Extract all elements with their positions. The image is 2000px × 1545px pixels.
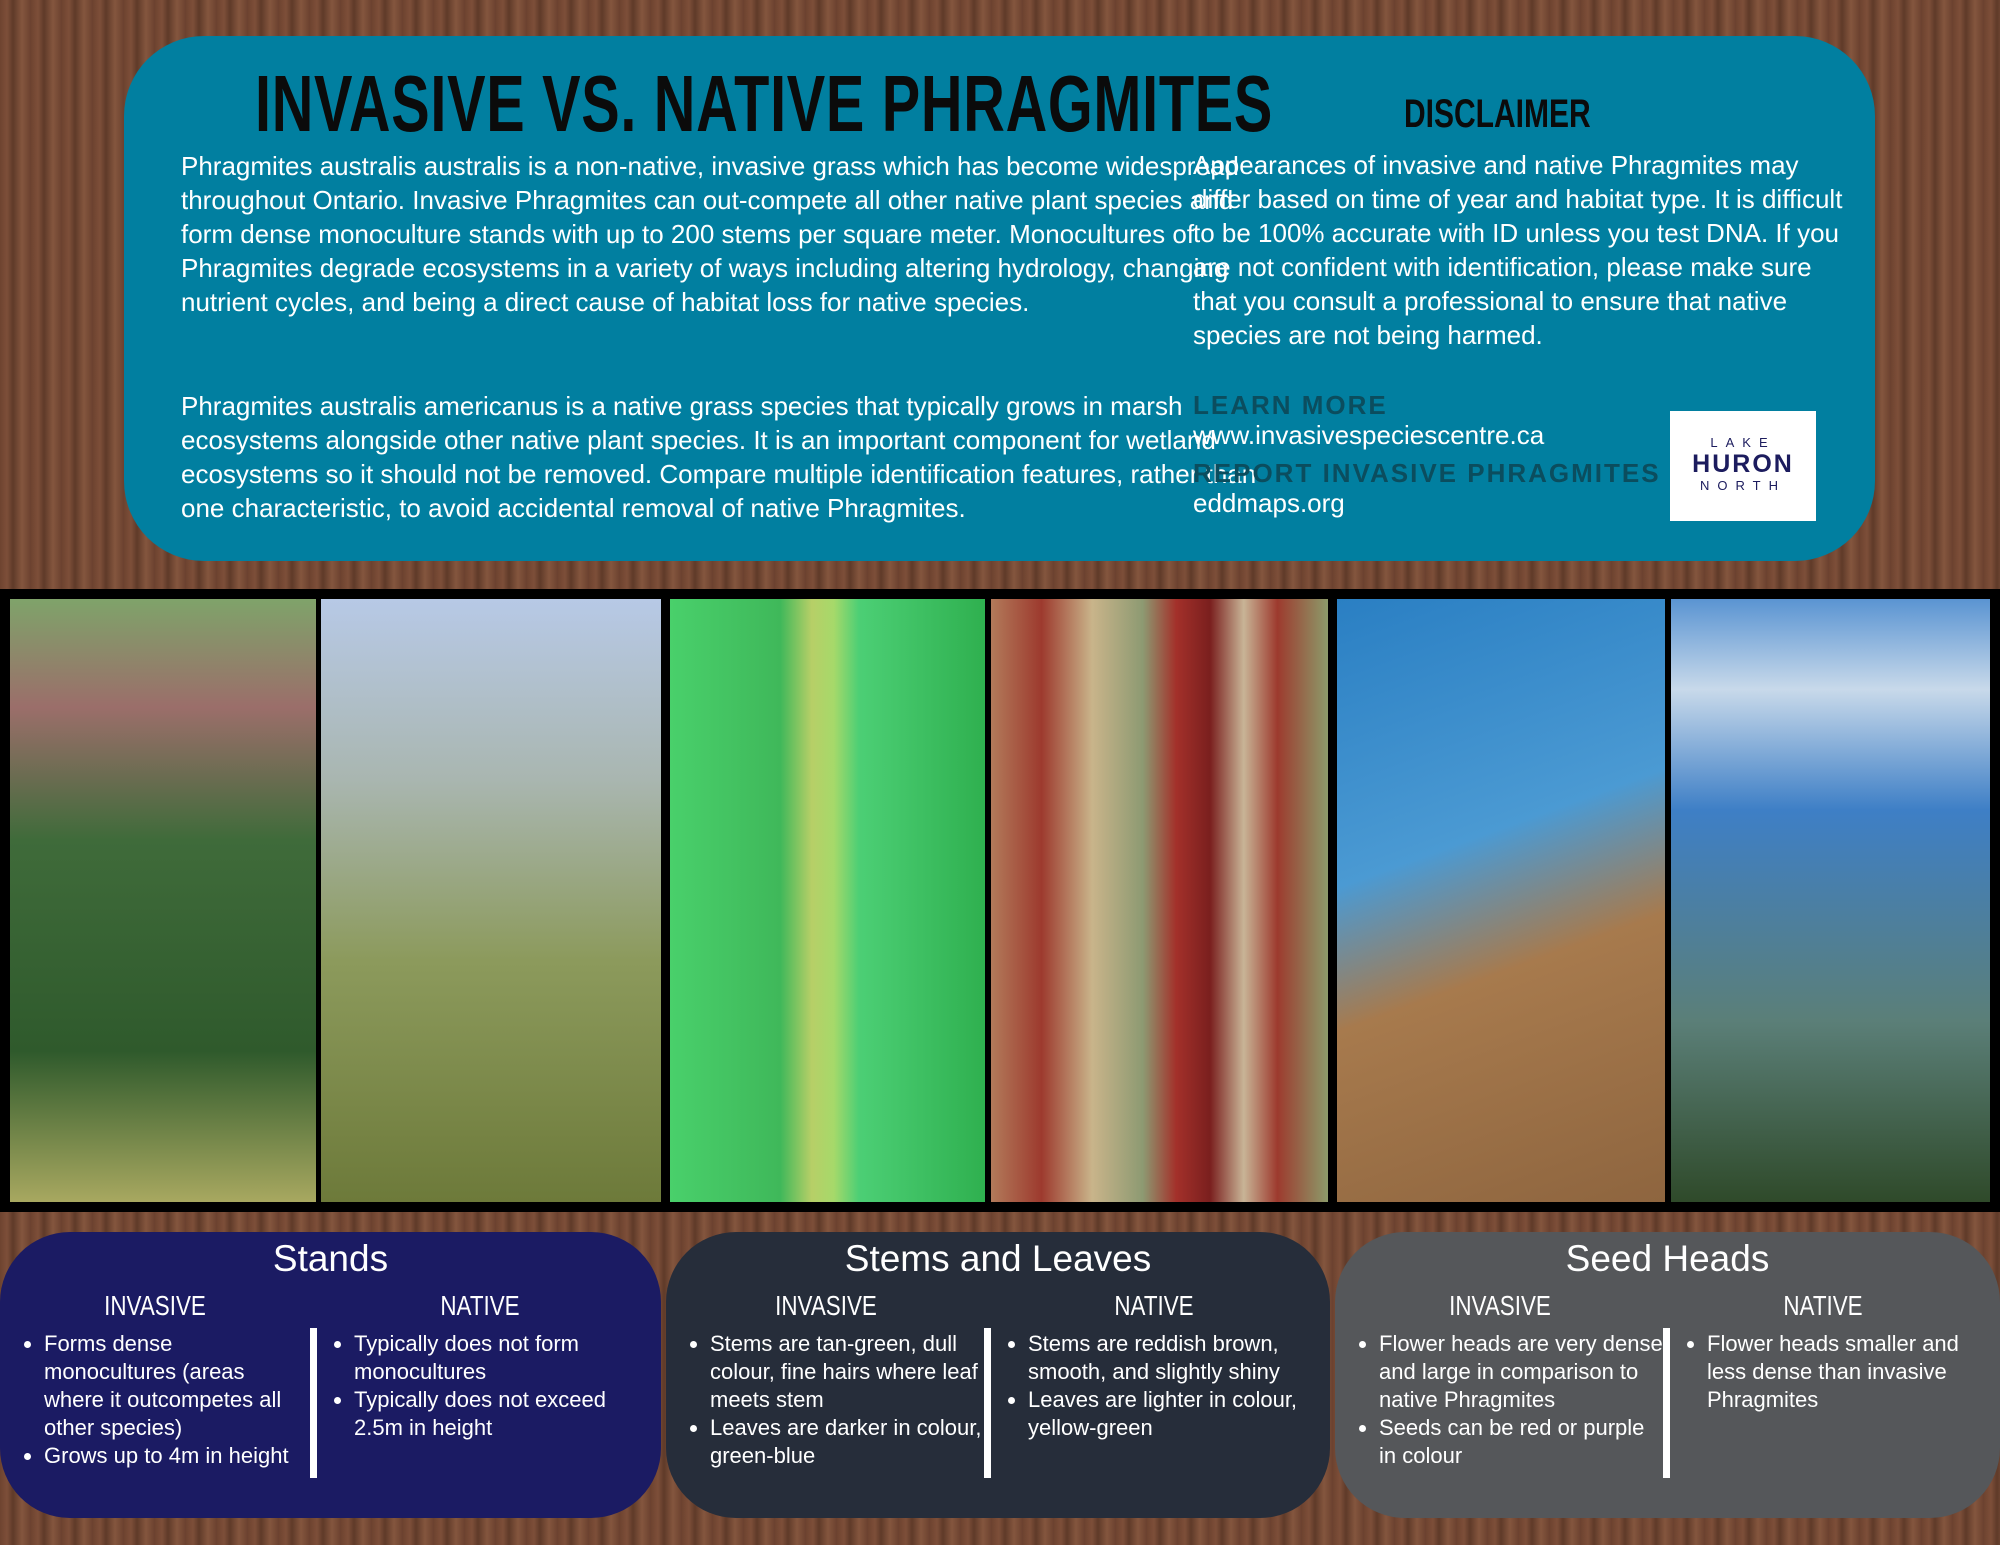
invasive-stem-photo <box>670 599 985 1202</box>
native-stem-photo <box>991 599 1328 1202</box>
list-item: • Leaves are lighter in colour, yellow-green <box>1028 1386 1324 1442</box>
panel-title: Seed Heads <box>1565 1238 1770 1279</box>
lake-huron-north-logo <box>1670 411 1816 521</box>
report-link[interactable]: eddmaps.org <box>1193 488 1345 518</box>
disclaimer-text: Appearances of invasive and native Phragmites may differ based on time of year and habitat type. It is difficult to be 100% accurate with ID unless you test DNA. If you are not confident with identification, please make sure that you consult a professional to ensure that native species are not being harmed. <box>1193 150 1843 350</box>
list-item: • Stems are reddish brown, smooth, and slightly shiny <box>1028 1330 1324 1386</box>
list-item: • Seeds can be red or purple in colour <box>1379 1414 1665 1470</box>
list-item: • Grows up to 4m in height <box>44 1442 310 1470</box>
list-item: • Typically does not exceed 2.5m in height <box>354 1386 650 1442</box>
seed-heads-panel <box>1335 1232 2000 1518</box>
page-title: INVASIVE VS. NATIVE PHRAGMITES <box>255 59 1274 148</box>
list-item: • Flower heads smaller and less dense than invasive Phragmites <box>1707 1330 1983 1414</box>
list-item: • Typically does not form monocultures <box>354 1330 650 1386</box>
stems-leaves-panel <box>666 1232 1330 1518</box>
report-label: REPORT INVASIVE PHRAGMITES <box>1193 458 1661 488</box>
invasive-seedhead-photo <box>1337 599 1665 1202</box>
native-seedhead-photo <box>1671 599 1990 1202</box>
invasive-heading: INVASIVE <box>1449 1290 1551 1321</box>
native-heading: NATIVE <box>440 1290 520 1321</box>
native-heading: NATIVE <box>1783 1290 1863 1321</box>
invasive-description: Phragmites australis australis is a non-native, invasive grass which has become widespread throughout Ontario. Invasive Phragmites can out-compete all other native plant species and form dense monoculture stands with up to 200 stems per square meter. Monocultures of Phragmites degrade ecosystems in a variety of ways including altering hydrology, changing nutrient cycles, and being a direct cause of habitat loss for native species. <box>181 151 1239 317</box>
panel-title: Stems and Leaves <box>844 1238 1152 1279</box>
disclaimer-heading: DISCLAIMER <box>1404 92 1591 136</box>
list-item: • Forms dense monocultures (areas where it outcompetes all other species) <box>44 1330 310 1442</box>
logo-text: HURON <box>1692 450 1794 478</box>
invasive-heading: INVASIVE <box>775 1290 877 1321</box>
logo-text: LAKE <box>1710 435 1776 450</box>
intro-panel <box>124 36 1875 561</box>
native-stand-photo <box>321 599 661 1202</box>
list-item: • Flower heads are very dense and large in comparison to native Phragmites <box>1379 1330 1665 1414</box>
learn-more-link[interactable]: www.invasivespeciescentre.ca <box>1193 420 1545 450</box>
invasive-heading: INVASIVE <box>104 1290 206 1321</box>
photo-strip <box>0 589 2000 1212</box>
list-item: • Leaves are darker in colour, green-blue <box>710 1414 986 1470</box>
invasive-stand-photo <box>10 599 316 1202</box>
native-description: Phragmites australis americanus is a native grass species that typically grows in marsh ecosystems alongside other native plant species. It is an important component for wetland ecosystems so it should not be removed. Compare multiple identification features, rather than one characteristic, to avoid accidental removal of native Phragmites. <box>181 391 1257 523</box>
logo-text: NORTH <box>1700 478 1786 493</box>
panel-title: Stands <box>272 1238 389 1279</box>
list-item: • Stems are tan-green, dull colour, fine hairs where leaf meets stem <box>710 1330 986 1414</box>
native-heading: NATIVE <box>1114 1290 1194 1321</box>
stands-panel <box>0 1232 661 1518</box>
learn-more-label: LEARN MORE <box>1193 390 1388 420</box>
